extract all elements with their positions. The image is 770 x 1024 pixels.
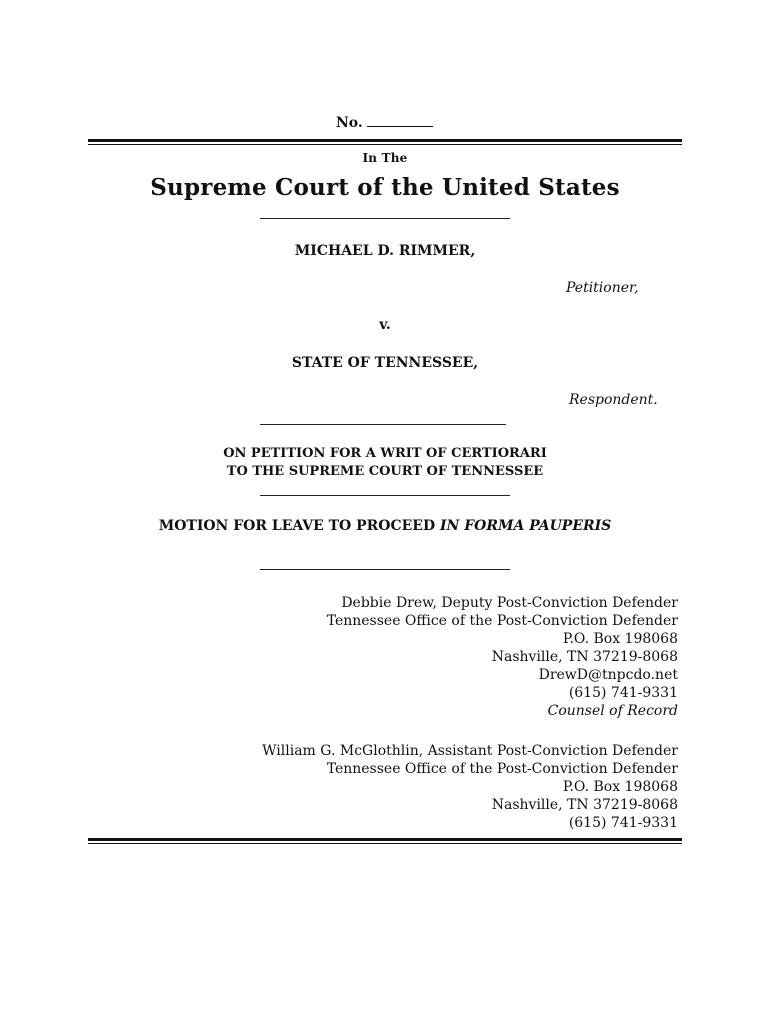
counsel-block-1 bbox=[327, 594, 678, 720]
divider-2 bbox=[260, 424, 506, 425]
divider-1 bbox=[260, 218, 510, 219]
respondent-name: STATE OF TENNESSEE, bbox=[291, 355, 479, 371]
divider-4 bbox=[260, 569, 510, 570]
respondent-role: Respondent. bbox=[569, 392, 658, 408]
versus-label: v. bbox=[379, 317, 391, 333]
counsel-2-line: Nashville, TN 37219-8068 bbox=[491, 797, 678, 813]
motion-title-prefix: MOTION FOR LEAVE TO PROCEED bbox=[158, 518, 440, 534]
top-double-rule bbox=[88, 139, 682, 146]
in-the-heading: In The bbox=[362, 151, 408, 165]
counsel-designation: Counsel of Record bbox=[547, 703, 678, 719]
case-number-label: No. bbox=[336, 115, 363, 131]
counsel-2-line: Tennessee Office of the Post-Conviction Defender bbox=[326, 761, 678, 777]
counsel-2-line: (615) 741-9331 bbox=[568, 815, 678, 831]
court-name-heading: Supreme Court of the United States bbox=[150, 174, 620, 201]
counsel-1-line: Tennessee Office of the Post-Conviction Defender bbox=[326, 613, 678, 629]
divider-3 bbox=[260, 495, 510, 496]
motion-title bbox=[0, 518, 770, 534]
counsel-1-email[interactable]: DrewD@tnpcdo.net bbox=[538, 667, 678, 683]
counsel-1-line: Debbie Drew, Deputy Post-Conviction Defender bbox=[341, 595, 678, 611]
petition-line-1: ON PETITION FOR A WRIT OF CERTIORARI bbox=[223, 446, 547, 461]
counsel-1-line: P.O. Box 198068 bbox=[562, 631, 678, 647]
counsel-1-line: Nashville, TN 37219-8068 bbox=[491, 649, 678, 665]
petitioner-role: Petitioner, bbox=[566, 280, 639, 296]
counsel-2-line: William G. McGlothlin, Assistant Post-Conviction Defender bbox=[262, 743, 678, 759]
motion-title-italic: IN FORMA PAUPERIS bbox=[439, 518, 612, 534]
bottom-double-rule bbox=[88, 838, 682, 845]
petitioner-name: MICHAEL D. RIMMER, bbox=[294, 243, 476, 259]
case-number-blank bbox=[367, 114, 433, 127]
counsel-2-line: P.O. Box 198068 bbox=[562, 779, 678, 795]
petition-line-2: TO THE SUPREME COURT OF TENNESSEE bbox=[226, 464, 544, 479]
counsel-1-line: (615) 741-9331 bbox=[568, 685, 678, 701]
case-number bbox=[336, 114, 433, 131]
counsel-block-2 bbox=[262, 742, 678, 832]
